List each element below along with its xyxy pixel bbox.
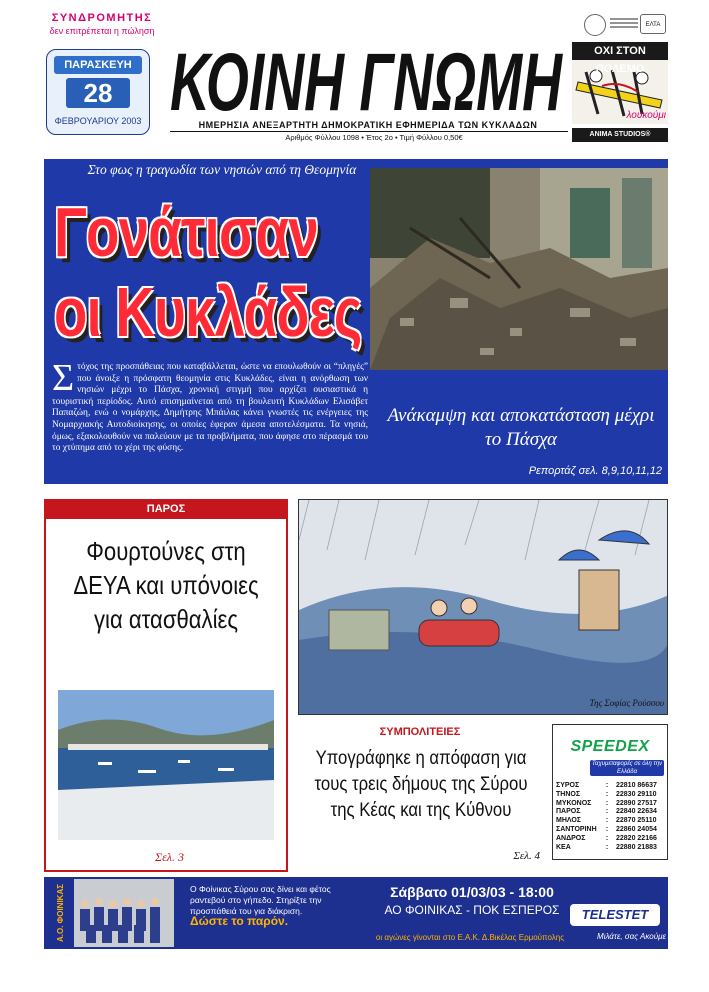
speedex-sep: : bbox=[605, 790, 609, 798]
speedex-place: ΚΕΑ bbox=[556, 843, 571, 851]
sponsor-logo: TELESTET bbox=[570, 904, 660, 926]
speedex-place: ΤΗΝΟΣ bbox=[556, 790, 581, 798]
match-teams: ΑΟ ΦΟΙΝΙΚΑΣ - ΠΟΚ ΕΣΠΕΡΟΣ bbox=[384, 903, 560, 917]
speedex-phone: 22840 22634 bbox=[616, 808, 657, 816]
table-row bbox=[556, 782, 666, 791]
war-ad-brand: λουκούμι bbox=[626, 110, 666, 121]
speedex-sep: : bbox=[605, 825, 609, 833]
paros-section-tag: ΠΑΡΟΣ bbox=[44, 499, 288, 519]
subscriber-label: ΣΥΝΔΡΟΜΗΤΗΣ bbox=[51, 12, 153, 24]
team-label: Α.Ο. ΦΟΙΝΙΚΑΣ bbox=[56, 883, 65, 943]
speedex-sep: : bbox=[605, 782, 609, 789]
speedex-place: ΑΝΔΡΟΣ bbox=[556, 834, 586, 842]
sympoliteies-section-tag: ΣΥΜΠΟΛΙΤΕΙΕΣ bbox=[379, 726, 461, 738]
reportage-pages: Ρεπορτάζ σελ. 8,9,10,11,12 bbox=[528, 465, 662, 477]
table-row bbox=[556, 808, 666, 817]
speedex-phone: 22830 29110 bbox=[616, 790, 657, 798]
sponsor-slogan: Μιλάτε, σας Ακούμε bbox=[597, 932, 666, 941]
newspaper-logo bbox=[166, 40, 566, 118]
speedex-phone: 22820 22166 bbox=[616, 834, 657, 842]
speedex-place: ΜΗΛΟΣ bbox=[556, 817, 582, 825]
flood-cartoon bbox=[298, 499, 668, 715]
speedex-sep: : bbox=[605, 808, 609, 816]
speedex-phone: 22810 86637 bbox=[616, 782, 657, 789]
sympoliteies-page-ref: Σελ. 4 bbox=[513, 850, 540, 862]
war-ad-title: ΟΧΙ ΣΤΟΝ ΠΟΛΕΜΟ bbox=[572, 42, 668, 60]
paros-headline: Φουρτούνες στη ΔΕΥΑ και υπόνοιες για ατασθαλίες bbox=[73, 536, 259, 634]
ad-body-text: Ο Φοίνικας Σύρου σας δίνει και φέτος ραντεβού στο γήπεδο. Στηρίξτε την προσπάθειά του για διάκριση. bbox=[190, 884, 331, 916]
lead-paragraph bbox=[52, 357, 368, 482]
main-subhead: Ανάκαμψη και αποκατάσταση μέχρι το Πάσχα bbox=[387, 405, 655, 450]
match-venue: οι αγώνες γίνονται στο Ε.Α.Κ. Δ.Βικέλας Ερμούπολης bbox=[375, 933, 565, 942]
speedex-ribbon: Ταχυμεταφορές σε όλη την Ελλάδα bbox=[591, 761, 663, 775]
ad-call-to-action: Δώστε το παρόν. bbox=[190, 914, 289, 928]
speedex-sep: : bbox=[605, 843, 609, 851]
speedex-place: ΣΑΝΤΟΡΙΝΗ bbox=[556, 825, 597, 833]
date-day-number: 28 bbox=[66, 78, 130, 108]
subscriber-note: δεν επιτρέπεται η πώληση bbox=[49, 26, 155, 36]
postage-mark-icon bbox=[610, 16, 638, 32]
speedex-sep: : bbox=[605, 834, 609, 842]
logo-text: ΚΟΙΝΗ ΓΝΩΜΗ bbox=[170, 40, 564, 118]
headline-line-1: Γονάτισαν bbox=[54, 193, 318, 271]
table-row bbox=[556, 826, 666, 835]
table-row bbox=[556, 835, 666, 844]
speedex-phone: 22890 27517 bbox=[616, 799, 657, 807]
divider bbox=[170, 131, 568, 132]
speedex-logo: SPEEDEX bbox=[570, 738, 650, 755]
paros-page-ref: Σελ. 3 bbox=[154, 850, 184, 864]
speedex-phone-table bbox=[556, 782, 666, 852]
table-row bbox=[556, 791, 666, 800]
team-photo bbox=[74, 879, 174, 947]
lead-text: τόχος της προσπάθειας που καταβάλλεται, ώστε να επουλωθούν οι “πληγές” που άνοιξε η πρόσφατη θεομηνία στις Κυκλάδες, είναι η ανόρθωση των νησιών μέχρι το Πάσχα, χρονική στιγμή που αρχίζει ουσιαστικά η τουριστική περίοδος. Αυτό επισημαίνεται από τη βουλευτή Κυκλάδων Ελισάβετ Παπαζώη, ενώ ο νομάρχης, Δημήτρης Μπάιλας κάνει γνωστές τις ενέργειες της Νομαρχιακής Αυτοδιοίκησης, οι οποίες έφεραν άμεσα αποτελέσματα. Τα νησιά, όμως, εξακολουθούν να παλεύουν με τα προβλήματα, που άφησε στο πέρασμά του το χτύπημα από το χέρι της φύσης. bbox=[52, 362, 368, 454]
table-row bbox=[556, 844, 666, 853]
tagline: ΗΜΕΡΗΣΙΑ ΑΝΕΞΑΡΤΗΤΗ ΔΗΜΟΚΡΑΤΙΚΗ ΕΦΗΜΕΡΙΔΑ ΤΩΝ ΚΥΚΛΑΔΩΝ bbox=[198, 120, 538, 130]
postal-stamp-icon bbox=[584, 14, 606, 36]
elta-stamp: ΕΛΤΑ bbox=[640, 14, 666, 34]
sympoliteies-headline: Υπογράφηκε η απόφαση για τους τρεις δήμους της Σύρου της Κέας και της Κύθνου bbox=[314, 748, 528, 821]
match-date: Σάββατο 01/03/03 - 18:00 bbox=[390, 884, 554, 900]
table-row bbox=[556, 817, 666, 826]
speedex-place: ΣΥΡΟΣ bbox=[556, 782, 580, 789]
speedex-phone: 22880 21883 bbox=[616, 843, 657, 851]
cartoon-credit: Της Σοφίας Ρούσσου bbox=[589, 698, 664, 708]
speedex-sep: : bbox=[605, 817, 609, 825]
date-month-year: ΦΕΒΡΟΥΑΡΙΟΥ 2003 bbox=[54, 116, 142, 126]
main-kicker: Στο φως η τραγωδία των νησιών από τη Θεομηνία bbox=[87, 162, 357, 177]
speedex-place: ΜΥΚΟΝΟΣ bbox=[556, 799, 592, 807]
speedex-phone: 22870 25110 bbox=[616, 817, 657, 825]
table-row bbox=[556, 800, 666, 809]
speedex-phone: 22860 24054 bbox=[616, 825, 657, 833]
speedex-sep: : bbox=[605, 799, 609, 807]
paros-harbour-photo bbox=[58, 690, 274, 840]
issue-info: Αριθμός Φύλλου 1098 • Έτος 2ο • Τιμή Φύλλου 0,50€ bbox=[285, 133, 463, 142]
date-weekday: ΠΑΡΑΣΚΕΥΗ bbox=[54, 56, 142, 74]
headline-line-2: οι Κυκλάδες bbox=[54, 273, 362, 351]
studios-label: ANIMA STUDIOS® bbox=[572, 128, 668, 142]
speedex-place: ΠΑΡΟΣ bbox=[556, 808, 581, 816]
rubble-photo bbox=[370, 168, 668, 370]
lead-dropcap: Σ bbox=[52, 357, 75, 399]
